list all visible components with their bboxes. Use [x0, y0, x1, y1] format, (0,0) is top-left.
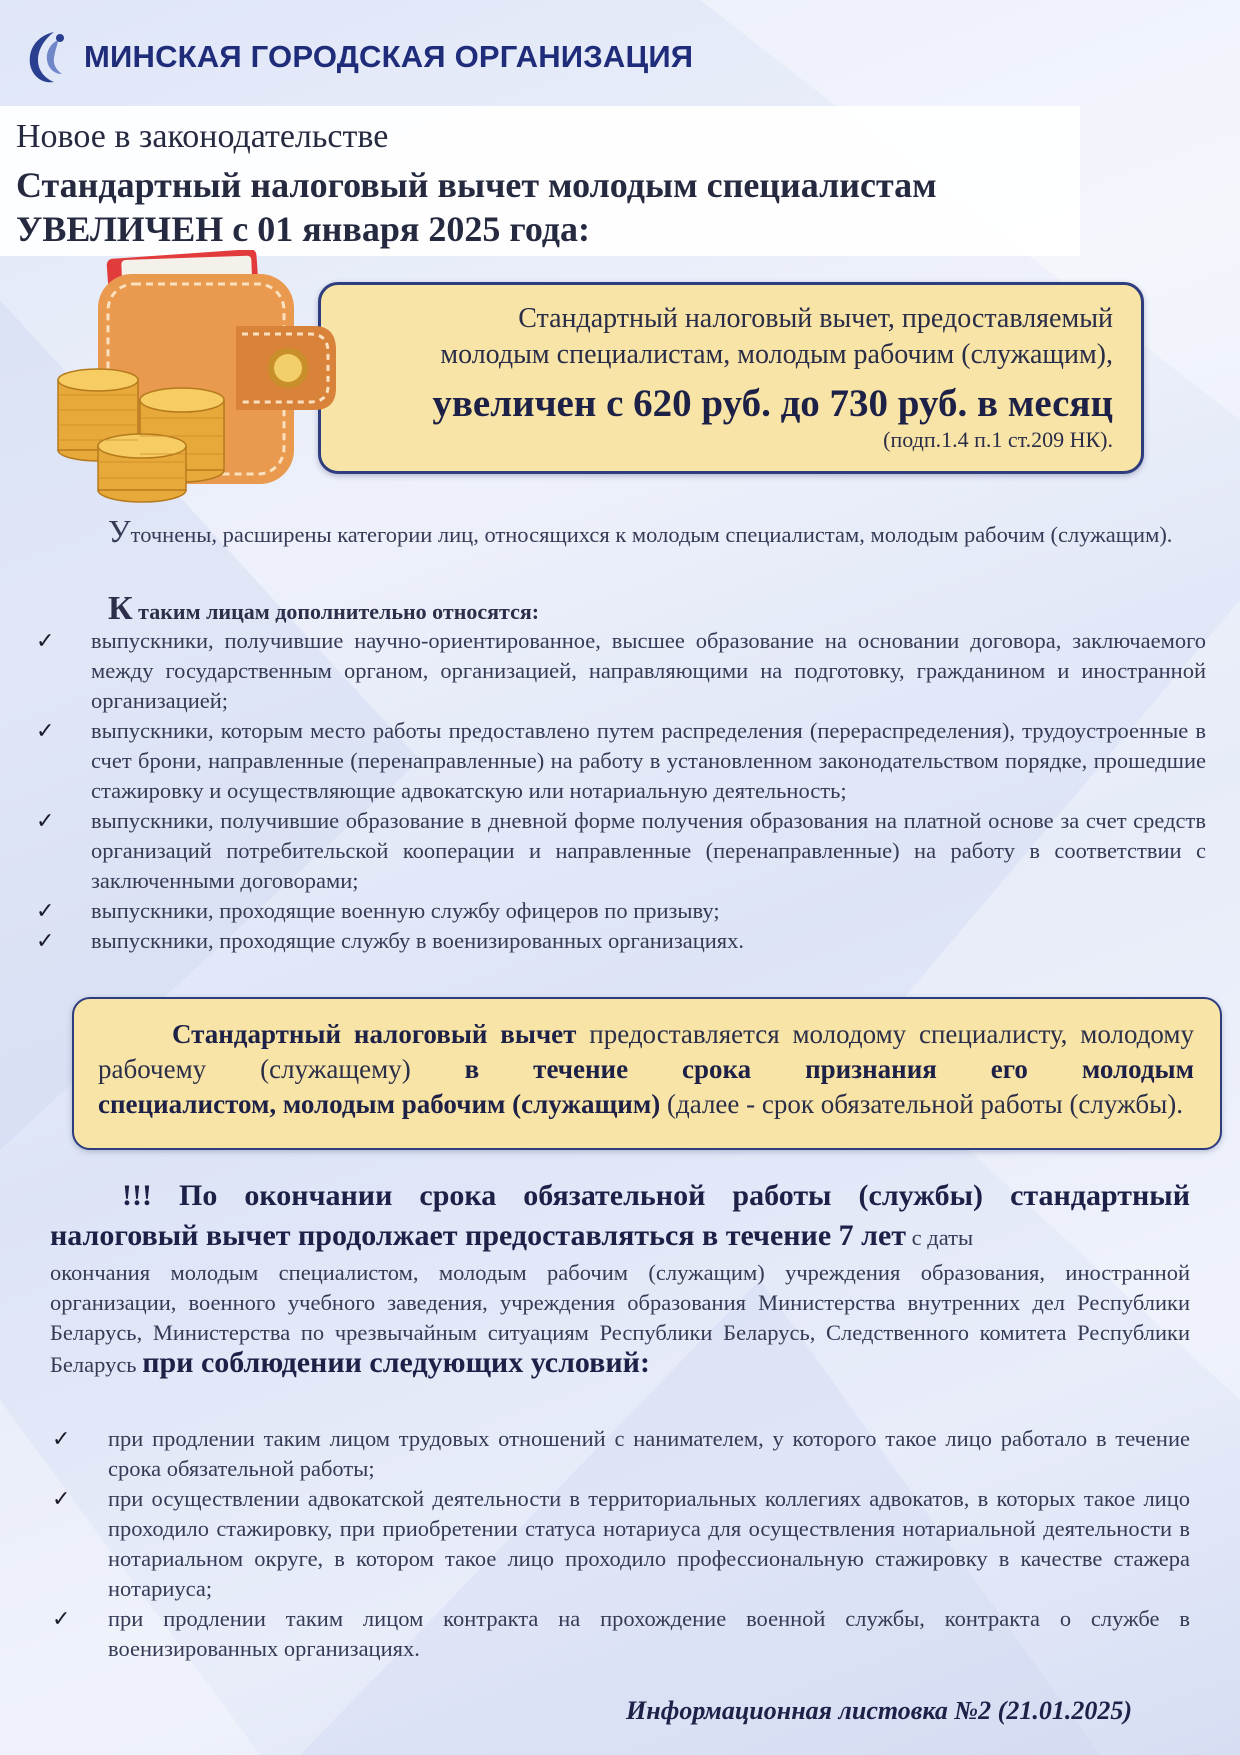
- list-item: ✓ выпускники, которым место работы предоставлено путем распределения (перераспределения), трудоустроенные в счет брони, направленные (перенаправленные) на работу в установленном законодательством порядке, прошедшие стажировку и осуществляющие адвокатскую или нотариальную деятельность;: [36, 718, 1206, 803]
- categories-heading: К таким лицам дополнительно относятся:: [108, 590, 540, 627]
- categories-list: [34, 626, 1206, 956]
- list-item: ✓ выпускники, проходящие военную службу офицеров по призыву;: [34, 896, 1206, 926]
- title-block: [0, 106, 1080, 256]
- highlight-box: [318, 282, 1144, 474]
- list-item: ✓ выпускники, получившие образование в дневной форме получения образования на платной основе за счет средств организаций потребительской кооперации и направленные (перенаправленные) на работу в соответствии с заключенными договорами;: [36, 808, 1206, 893]
- list-item: ✓ при осуществлении адвокатской деятельности в территориальных коллегиях адвокатов, в которых такое лицо проходило стажировку, при приобретении статуса нотариуса для осуществления нотариальной деятельности в нотариальном округе, в котором такое лицо проходило профессиональную стажировку в качестве стажера нотариуса;: [52, 1486, 1190, 1601]
- extension-body: окончания молодым специалистом, молодым рабочим (служащим) учреждения образования, иностранной организации, военного учебного заведения, учреждения образования Министерства внутренних дел Республики Беларусь, Министерства по чрезвычайным ситуациям Республики Беларусь, Следственного комитета Республики Беларусь при соблюдении следующих условий:: [50, 1260, 1190, 1379]
- extension-heading-2: налоговый вычет продолжает предоставляться в течение 7 лет с даты: [50, 1219, 974, 1252]
- list-item: ✓ при продлении таким лицом трудовых отношений с нанимателем, у которого такое лицо работало в течение срока обязательной работы;: [52, 1426, 1190, 1481]
- checkmark-icon: ✓: [52, 1486, 71, 1511]
- checkmark-icon: ✓: [52, 1426, 71, 1451]
- intro-paragraph: Уточнены, расширены категории лиц, относящихся к молодым специалистам, молодым рабочим (служащим).: [108, 513, 1173, 549]
- organization-name: МИНСКАЯ ГОРОДСКАЯ ОРГАНИЗАЦИЯ: [84, 39, 694, 74]
- footer-caption: Информационная листовка №2 (21.01.2025): [626, 1696, 1132, 1725]
- deduction-period-text: Стандартный налоговый вычет предоставляется молодому специалисту, молодому рабочему (служащему) в течение срока признания его молодым: [98, 1019, 1194, 1084]
- deduction-period-box: [72, 997, 1222, 1150]
- list-item: ✓ выпускники, проходящие службу в военизированных организациях.: [34, 926, 1206, 956]
- checkmark-icon: ✓: [36, 898, 55, 923]
- page-subtitle: УВЕЛИЧЕН с 01 января 2025 года:: [16, 209, 590, 249]
- checkmark-icon: ✓: [36, 718, 55, 743]
- highlight-line-1: Стандартный налоговый вычет, предоставляемый: [518, 303, 1113, 334]
- extension-section: [50, 1176, 1190, 1380]
- checkmark-icon: ✓: [36, 808, 55, 833]
- extension-heading: !!! По окончании срока обязательной работы (службы) стандартный: [122, 1179, 1190, 1212]
- list-item: ✓ выпускники, получившие научно-ориентированное, высшее образование на основании договора, заключаемого между государственным органом, организацией, направляющими на подготовку, гражданином и иностранной организацией;: [36, 628, 1206, 713]
- highlight-line-2: молодым специалистам, молодым рабочим (служащим),: [440, 339, 1113, 370]
- page-title: Стандартный налоговый вычет молодым специалистам: [16, 165, 937, 205]
- logo-icon: [24, 28, 70, 86]
- checkmark-icon: ✓: [36, 928, 55, 953]
- checkmark-icon: ✓: [52, 1606, 71, 1631]
- conditions-list: [50, 1424, 1190, 1664]
- list-item: ✓ при продлении таким лицом контракта на прохождение военной службы, контракта о службе в военизированных организациях.: [52, 1606, 1190, 1661]
- title-kicker: Новое в законодательстве: [16, 118, 389, 155]
- wallet-coins-icon: [52, 250, 352, 510]
- header: [24, 22, 693, 92]
- highlight-amount: увеличен с 620 руб. до 730 руб. в месяц: [432, 382, 1113, 425]
- deduction-period-text-end: специалистом, молодым рабочим (служащим) (далее - срок обязательной работы (службы).: [98, 1089, 1183, 1119]
- checkmark-icon: ✓: [36, 628, 55, 653]
- highlight-reference: (подп.1.4 п.1 ст.209 НК).: [883, 427, 1113, 452]
